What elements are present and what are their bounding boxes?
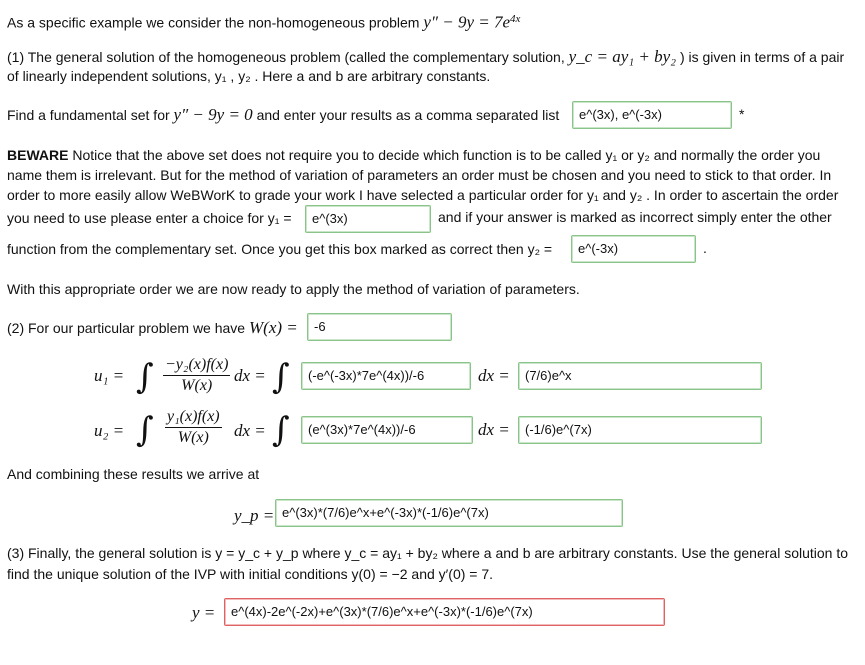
wronskian-label: W(x) = (249, 318, 298, 337)
complementary-solution: y_c = ay₁ + by₂ (568, 47, 677, 66)
fundamental-text: Find a fundamental set for (7, 107, 170, 123)
u2-integral-sign-2: ∫ (272, 410, 290, 450)
intro-exponent: 4x (510, 13, 521, 25)
u1-denominator: W(x) (181, 377, 213, 394)
part1-line1 (7, 47, 844, 67)
u1-fraction (163, 355, 230, 396)
u1-integral-sign-1: ∫ (136, 357, 154, 397)
part1-text1: (1) The general solution of the homogeneous problem (called the complementary solution, (7, 49, 565, 65)
intro-text: As a specific example we consider the non-homogeneous problem (7, 14, 420, 31)
u2-fraction (165, 407, 222, 448)
u1-integral-sign-2: ∫ (272, 357, 290, 397)
part3-line1: (3) Finally, the general solution is y = y_c + y_p where y_c = ay₁ + by₂ where a and b are arbitrary constants. Use the general solution to (7, 545, 849, 561)
u1-dx-eq-2: dx = (478, 366, 510, 385)
wronskian-input[interactable]: -6 (307, 313, 452, 341)
u1-dx-eq: dx = (234, 366, 266, 385)
yp-label: y_p = (234, 506, 275, 525)
beware-period: . (703, 240, 707, 256)
y1-input[interactable]: e^(3x) (305, 205, 431, 233)
intro-line (7, 10, 520, 33)
beware-line3: order to more easily allow WeBWorK to grade your work I have selected a particular order for y₁ and y₂ . In order to ascertain the order (7, 187, 839, 203)
part1-text1-end: ) is given in terms of a pair (679, 49, 845, 65)
u2-numerator: y₁(x)f(x) (165, 407, 222, 428)
u1-result-input[interactable]: (7/6)e^x (518, 362, 762, 390)
beware-line5: function from the complementary set. Once you get this box marked as correct then y₂ = (7, 241, 553, 257)
part3-line2: find the unique solution of the IVP with initial conditions y(0) = −2 and y′(0) = 7. (7, 566, 494, 582)
u1-integrand-input[interactable]: (-e^(-3x)*7e^(4x))/-6 (301, 362, 471, 390)
u2-dx-eq: dx = (234, 421, 266, 440)
required-marker: * (739, 106, 745, 122)
part2-text (7, 318, 298, 338)
u2-label: u₂ = (94, 421, 125, 440)
intro-equation: y″ − 9y = 7e (423, 12, 511, 32)
fundamental-text-end: and enter your results as a comma separated list (256, 107, 560, 123)
y-label: y = (192, 603, 216, 622)
u2-result-input[interactable]: (-1/6)e^(7x) (518, 416, 762, 444)
u2-denominator: W(x) (177, 429, 209, 446)
u2-integral-sign-1: ∫ (136, 410, 154, 450)
beware-title: BEWARE (7, 147, 69, 163)
order-text: With this appropriate order we are now ready to apply the method of variation of parameters. (7, 281, 580, 297)
u2-dx-eq-2: dx = (478, 420, 510, 439)
part2-intro: (2) For our particular problem we have (7, 320, 246, 336)
u2-integrand-input[interactable]: (e^(3x)*7e^(4x))/-6 (301, 416, 473, 444)
fundamental-equation: y″ − 9y = 0 (173, 105, 253, 124)
beware-line2: name them is irrelevant. But for the method of variation of parameters an order must be chosen and you need to stick to that order. In (7, 167, 832, 183)
beware-text1: Notice that the above set does not require you to decide which function is to be called y₁ or y₂ and normally the order you (72, 147, 821, 163)
part1-line2: of linearly independent solutions, y₁ , y₂ . Here a and b are arbitrary constants. (7, 68, 491, 84)
fundamental-prompt (7, 105, 559, 125)
beware-line1 (7, 146, 820, 165)
u1-label: u₁ = (94, 366, 125, 385)
fundamental-set-input[interactable]: e^(3x), e^(-3x) (572, 101, 732, 129)
combining-text: And combining these results we arrive at (7, 466, 260, 482)
yp-input[interactable]: e^(3x)*(7/6)e^x+e^(-3x)*(-1/6)e^(7x) (275, 499, 623, 527)
u1-numerator: −y₂(x)f(x) (163, 355, 230, 376)
y-solution-input[interactable]: e^(4x)-2e^(-2x)+e^(3x)*(7/6)e^x+e^(-3x)*(-1/6)e^(7x) (224, 598, 665, 626)
beware-line4-end: and if your answer is marked as incorrect simply enter the other (438, 209, 832, 225)
y2-input[interactable]: e^(-3x) (571, 235, 696, 263)
beware-line4: you need to use please enter a choice for y₁ = (7, 210, 292, 226)
